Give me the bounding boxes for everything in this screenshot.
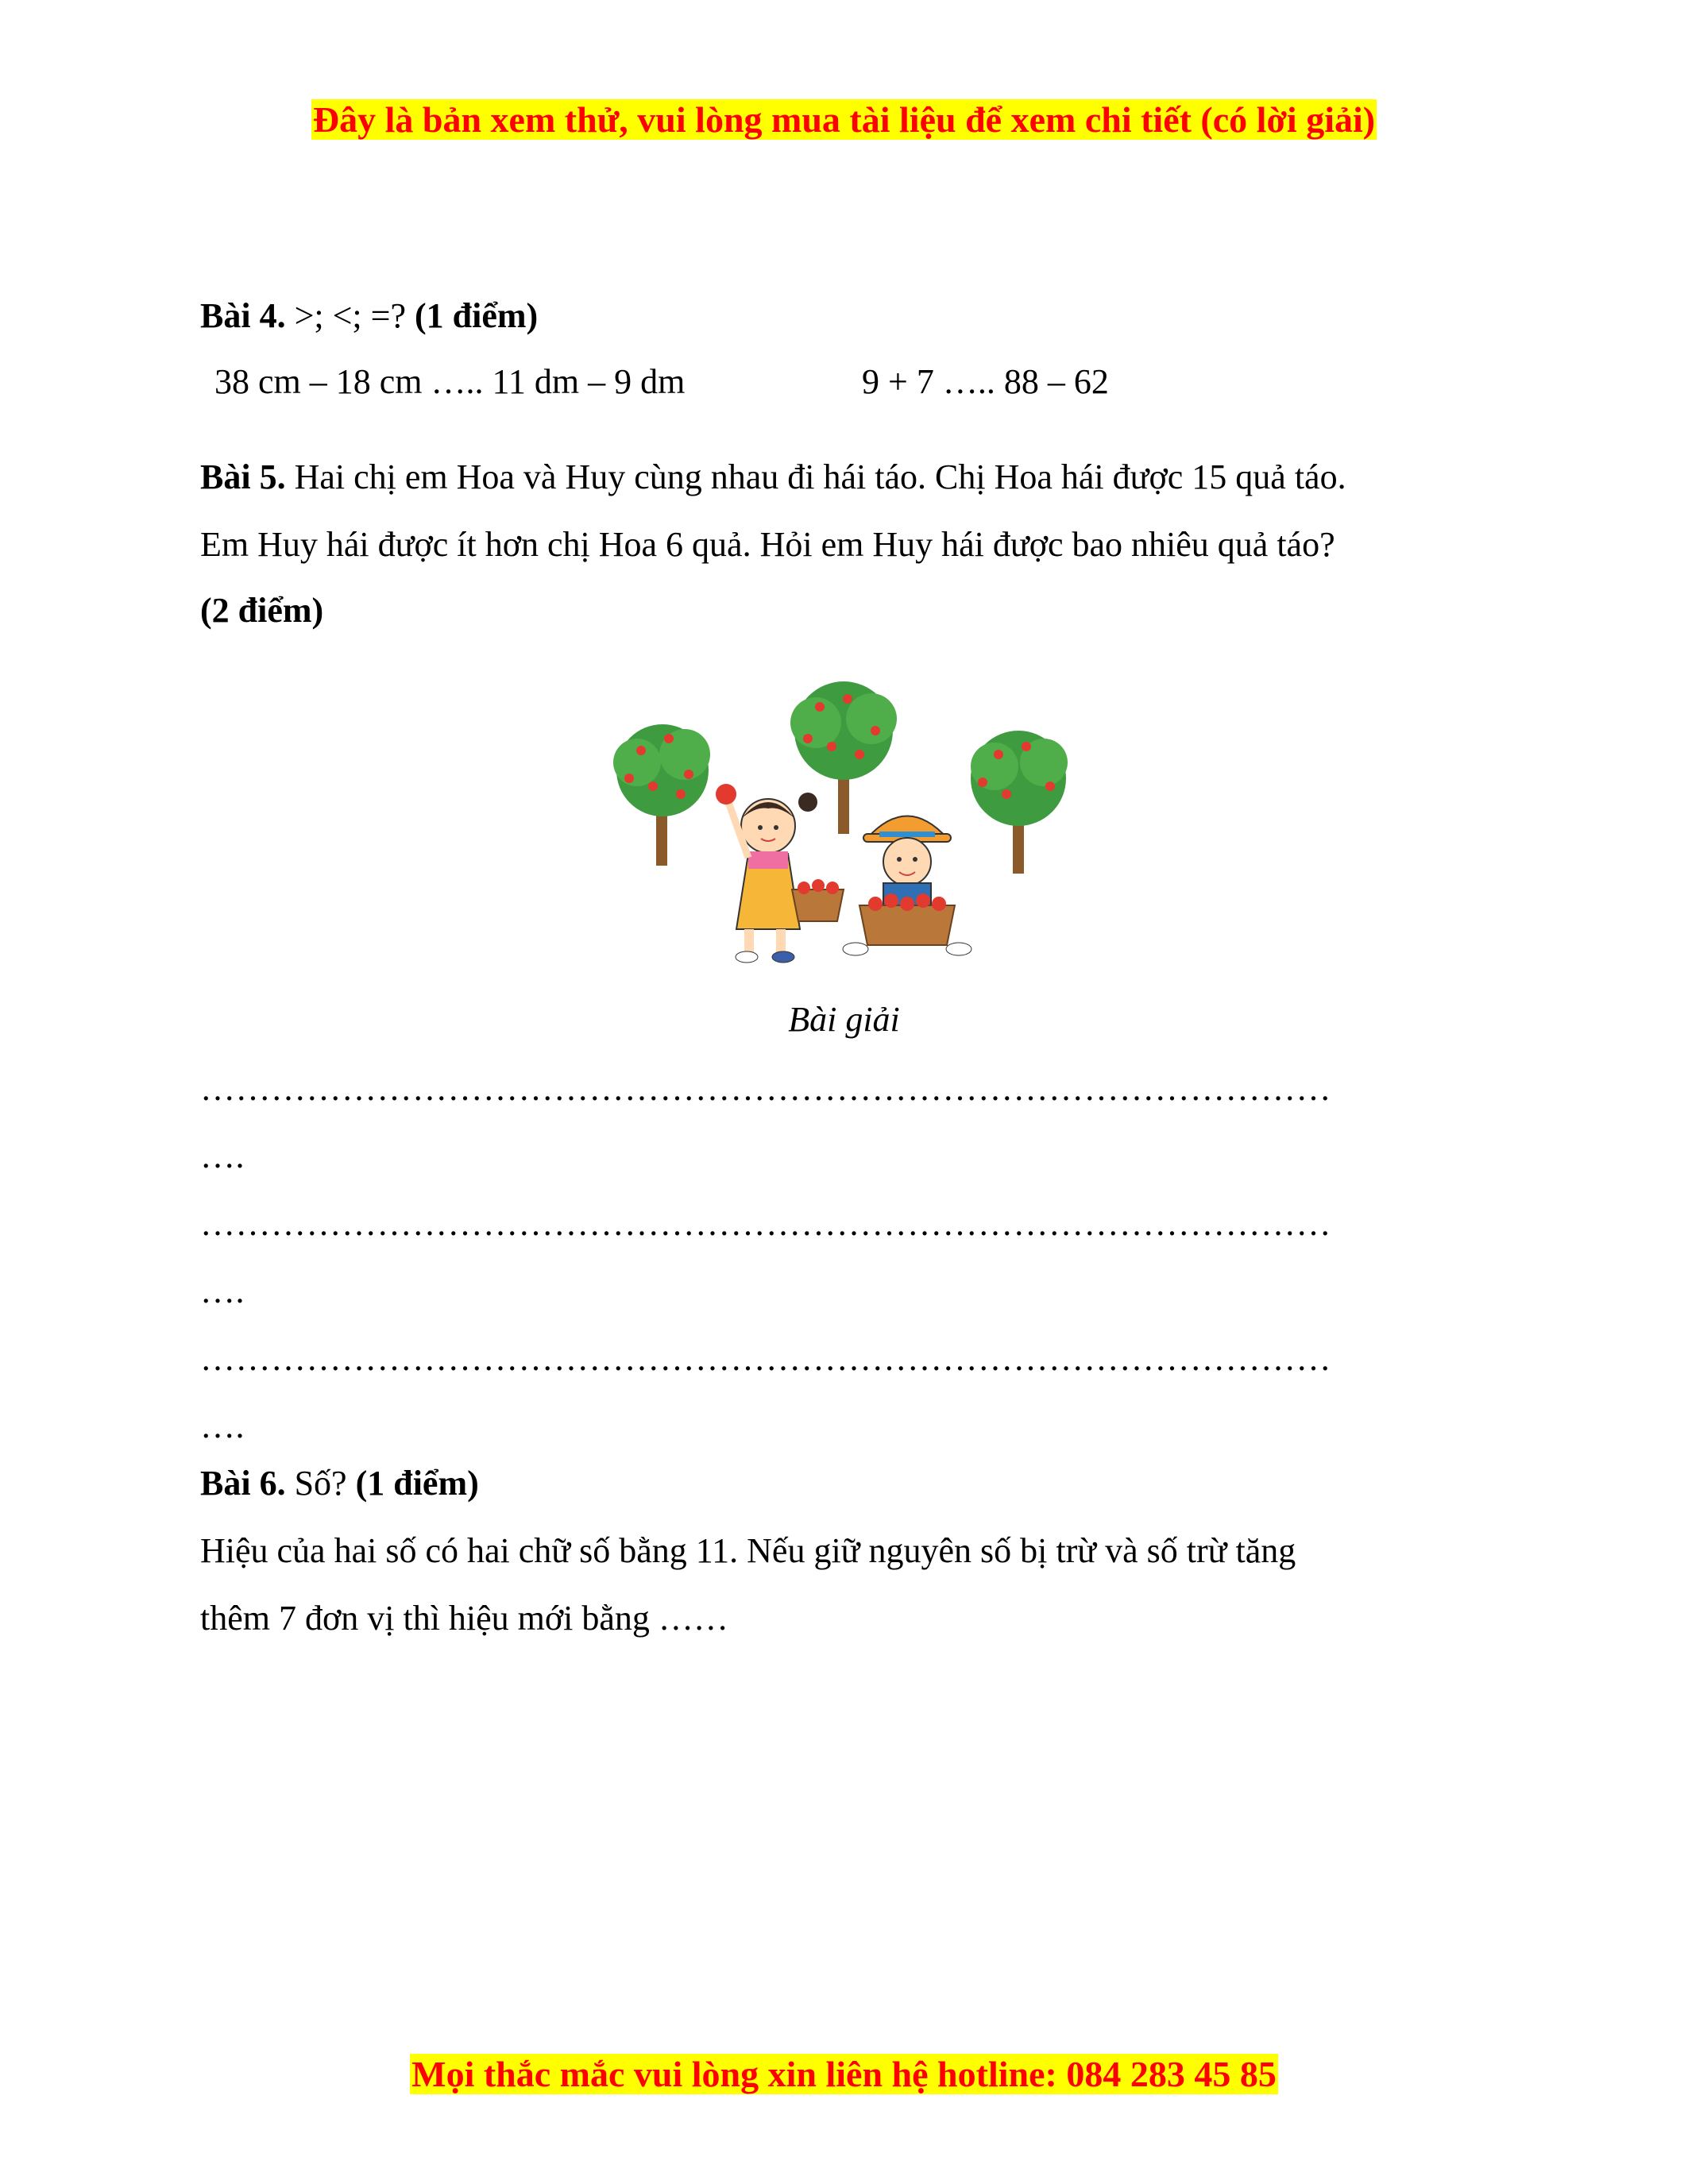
- girl-with-apple-basket-icon: [716, 784, 844, 963]
- bai4-label: Bài 4.: [200, 296, 286, 335]
- bai4-points: (1 điểm): [415, 296, 539, 335]
- apple-picking-illustration: [605, 675, 1082, 977]
- bai6-label: Bài 6.: [200, 1464, 286, 1503]
- bai4-expression-2: 9 + 7 ….. 88 – 62: [862, 362, 1109, 401]
- bai5-label: Bài 5.: [200, 457, 286, 496]
- hotline-notice-text: Mọi thắc mắc vui lòng xin liên hệ hotline: 084 283 45 85: [411, 2054, 1277, 2094]
- apple-tree-right-icon: [971, 731, 1068, 874]
- answer-dots-tail-1: ….: [200, 1136, 245, 1175]
- answer-dots-line-2: ……………………………………………………………………………………: [200, 1204, 1331, 1243]
- bai6-prompt: Số?: [285, 1464, 356, 1503]
- bai5-points: (2 điểm): [200, 591, 324, 630]
- bai4-heading: [200, 295, 538, 336]
- bai5-line-1: [200, 457, 1346, 497]
- answer-dots-tail-3: ….: [200, 1406, 245, 1445]
- bai6-text-line-2: thêm 7 đơn vị thì hiệu mới bằng ……: [200, 1599, 728, 1638]
- bai4-expression-1: 38 cm – 18 cm ….. 11 dm – 9 dm: [214, 362, 686, 401]
- bai6-heading: [200, 1463, 479, 1503]
- bai5-text-line-1: Hai chị em Hoa và Huy cùng nhau đi hái táo. Chị Hoa hái được 15 quả táo.: [285, 457, 1346, 496]
- bai4-prompt: >; <; =?: [285, 296, 415, 335]
- answer-dots-line-1: ……………………………………………………………………………………: [200, 1069, 1331, 1108]
- preview-notice-text: Đây là bản xem thử, vui lòng mua tài liệu để xem chi tiết (có lời giải): [312, 99, 1376, 140]
- boy-with-apple-basket-icon: [843, 816, 971, 956]
- answer-dots-tail-2: ….: [200, 1271, 245, 1310]
- bai5-solution-heading: Bài giải: [788, 1000, 900, 1039]
- answer-dots-line-3: ……………………………………………………………………………………: [200, 1339, 1331, 1378]
- preview-notice-banner: [0, 98, 1688, 141]
- bai6-text-line-1: Hiệu của hai số có hai chữ số bằng 11. Nếu giữ nguyên số bị trừ và số trừ tăng: [200, 1531, 1296, 1570]
- apple-tree-left-icon: [613, 724, 710, 866]
- hotline-notice-banner: [0, 2053, 1688, 2095]
- bai5-text-line-2: Em Huy hái được ít hơn chị Hoa 6 quả. Hỏi em Huy hái được bao nhiêu quả táo?: [200, 525, 1335, 564]
- bai6-points: (1 điểm): [355, 1464, 479, 1503]
